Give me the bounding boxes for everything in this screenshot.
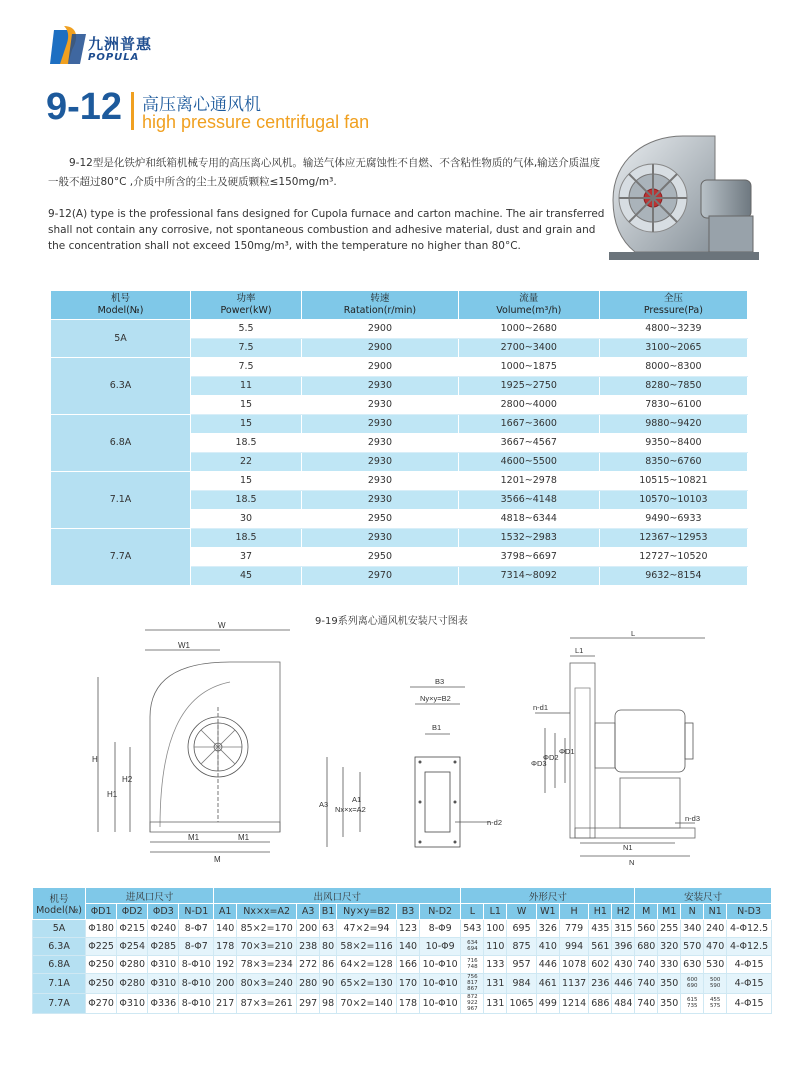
spec-cell: 18.5: [191, 433, 302, 452]
spec-cell: 12367~12953: [599, 528, 747, 547]
dim-row: [33, 994, 772, 1014]
dim-cell: 170: [397, 974, 420, 994]
dim-cell: 740: [635, 994, 658, 1014]
dim-cell: Φ310: [117, 994, 148, 1014]
spec-cell: 2930: [302, 414, 459, 433]
brand-name-en: POPULA: [88, 52, 140, 63]
spec-cell: 4600~5500: [458, 452, 599, 471]
dim-cell: 680: [635, 938, 658, 956]
dim-label-nd3: n-d3: [685, 814, 701, 823]
dim-stacked-values: 716 748: [467, 958, 478, 970]
dim-cell: Φ254: [117, 938, 148, 956]
dim-cell: [681, 994, 704, 1014]
dim-cell: 740: [635, 956, 658, 974]
dim-stacked-values: 600 690: [686, 977, 698, 989]
dim-cell: 297: [297, 994, 320, 1014]
dim-cell: 1214: [559, 994, 589, 1014]
dim-cell: Φ250: [86, 974, 117, 994]
col-power: 功率 Power(kW): [191, 291, 302, 319]
dim-cell: 4-Φ12.5: [727, 938, 772, 956]
dim-row: [33, 956, 772, 974]
dim-cell: 410: [536, 938, 559, 956]
dim-label-a3: A3: [319, 800, 329, 809]
dim-cell: Φ240: [148, 920, 179, 938]
dim-label-h2: H2: [122, 775, 133, 784]
dim-stacked-values: 634 694: [467, 940, 478, 952]
dim-cell: [704, 994, 727, 1014]
side-view-drawing: [525, 628, 715, 868]
dim-cell: 85×2=170: [237, 920, 297, 938]
dim-label-w1: W1: [178, 641, 190, 650]
dim-cell: 984: [507, 974, 537, 994]
spec-model-cell: 7.1A: [51, 471, 191, 528]
dim-col-header: N1: [704, 904, 727, 920]
dim-label-l: L: [631, 629, 636, 638]
spec-row: [51, 471, 748, 490]
dim-cell: 994: [559, 938, 589, 956]
dim-cell: 779: [559, 920, 589, 938]
dim-cell: 63: [320, 920, 337, 938]
dim-cell: Φ285: [148, 938, 179, 956]
dim-col-header: N-D3: [727, 904, 772, 920]
dim-label-n1: N1: [623, 843, 633, 852]
spec-cell: 8350~6760: [599, 452, 747, 471]
dim-cell: 240: [704, 920, 727, 938]
spec-cell: 1201~2978: [458, 471, 599, 490]
spec-cell: 18.5: [191, 528, 302, 547]
dim-row: [33, 920, 772, 938]
dim-stacked-values: 500 590: [709, 977, 721, 989]
spec-cell: 9880~9420: [599, 414, 747, 433]
spec-cell: 15: [191, 414, 302, 433]
dim-cell: 90: [320, 974, 337, 994]
dim-cell: 499: [536, 994, 559, 1014]
spec-cell: 2930: [302, 395, 459, 414]
brand-name-cn: 九洲普惠: [88, 35, 153, 53]
dim-stacked-values: 615 735: [686, 997, 698, 1009]
dim-stacked-values: 455 575: [709, 997, 721, 1009]
dim-group-outlet: 出风口尺寸: [214, 888, 461, 904]
drawing-title: 9-19系列离心通风机安装尺寸图表: [315, 616, 468, 627]
dim-cell: 957: [507, 956, 537, 974]
dim-label-d2: ΦD2: [543, 753, 559, 762]
dim-label-n: N: [629, 858, 635, 867]
dim-cell: 192: [214, 956, 237, 974]
title-en: high pressure centrifugal fan: [142, 112, 370, 132]
spec-cell: 10570~10103: [599, 490, 747, 509]
dim-cell: 280: [297, 974, 320, 994]
spec-model-cell: 7.7A: [51, 528, 191, 585]
spec-cell: 3100~2065: [599, 338, 747, 357]
dim-cell: Φ310: [148, 974, 179, 994]
dim-cell: 217: [214, 994, 237, 1014]
dim-cell: 166: [397, 956, 420, 974]
description-en: 9-12(A) type is the professional fans designed for Cupola furnace and carton machine. The air transferred shall not contain any corrosive, not spontaneous combustion and adhesive material, dust and grain and the concentration shall not exceed 150mg/m³, with the temperature no higher than 80°C.: [48, 208, 605, 252]
fan-product-image: [605, 130, 765, 270]
dim-col-header: L1: [484, 904, 507, 920]
dim-cell: [461, 994, 484, 1014]
outlet-flange-drawing: [315, 672, 520, 857]
model-number: 9-12: [46, 86, 123, 128]
dim-label-h: H: [92, 755, 98, 764]
dim-col-header: H2: [612, 904, 635, 920]
dim-cell: 70×2=140: [337, 994, 397, 1014]
dim-cell: 350: [658, 974, 681, 994]
dim-label-h1: H1: [107, 790, 118, 799]
spec-model-cell: 5A: [51, 319, 191, 357]
spec-model-cell: 6.8A: [51, 414, 191, 471]
dim-cell: 58×2=116: [337, 938, 397, 956]
dim-col-header: M1: [658, 904, 681, 920]
dim-model-cell: 5A: [33, 920, 86, 938]
spec-cell: 1667~3600: [458, 414, 599, 433]
dim-col-header: N: [681, 904, 704, 920]
dim-cell: 446: [536, 956, 559, 974]
dim-cell: 435: [589, 920, 612, 938]
spec-cell: 1000~1875: [458, 357, 599, 376]
dim-cell: 8-Φ7: [179, 938, 214, 956]
dim-label-b1: B1: [432, 723, 442, 732]
dim-cell: 560: [635, 920, 658, 938]
spec-cell: 3566~4148: [458, 490, 599, 509]
dim-cell: 396: [612, 938, 635, 956]
spec-cell: 9350~8400: [599, 433, 747, 452]
col-speed: 转速 Ratation(r/min): [302, 291, 459, 319]
dim-cell: 320: [658, 938, 681, 956]
spec-row: [51, 528, 748, 547]
spec-cell: 2930: [302, 376, 459, 395]
dim-cell: Φ225: [86, 938, 117, 956]
dim-cell: 315: [612, 920, 635, 938]
dim-cell: 178: [214, 938, 237, 956]
dim-group-install: 安装尺寸: [635, 888, 772, 904]
dim-label-nd2: n-d2: [487, 818, 503, 827]
spec-cell: 2800~4000: [458, 395, 599, 414]
spec-cell: 2900: [302, 357, 459, 376]
dim-cell: 80×3=240: [237, 974, 297, 994]
dim-cell: 570: [681, 938, 704, 956]
dim-cell: 200: [297, 920, 320, 938]
dim-cell: Φ336: [148, 994, 179, 1014]
performance-spec-table: [50, 291, 748, 586]
spec-cell: 1000~2680: [458, 319, 599, 338]
dim-cell: 140: [397, 938, 420, 956]
dim-model-cell: 7.1A: [33, 974, 86, 994]
dim-label-d1: ΦD1: [559, 747, 575, 756]
dim-cell: 740: [635, 974, 658, 994]
spec-cell: 2930: [302, 433, 459, 452]
dim-cell: 140: [214, 920, 237, 938]
dim-cell: 4-Φ12.5: [727, 920, 772, 938]
spec-cell: 30: [191, 509, 302, 528]
col-volume: 流量 Volume(m³/h): [458, 291, 599, 319]
dim-cell: 110: [484, 938, 507, 956]
spec-cell: 9490~6933: [599, 509, 747, 528]
dim-cell: 131: [484, 974, 507, 994]
dim-cell: Φ180: [86, 920, 117, 938]
dim-label-m1-a: M1: [188, 833, 200, 842]
dim-cell: 10-Φ10: [419, 994, 460, 1014]
dim-cell: 78×3=234: [237, 956, 297, 974]
spec-cell: 8280~7850: [599, 376, 747, 395]
dim-col-header: ΦD1: [86, 904, 117, 920]
spec-cell: 9632~8154: [599, 566, 747, 585]
dim-col-header: W: [507, 904, 537, 920]
dim-cell: 8-Φ10: [179, 974, 214, 994]
dim-group-outer: 外形尺寸: [461, 888, 635, 904]
dim-cell: 1065: [507, 994, 537, 1014]
spec-cell: 7830~6100: [599, 395, 747, 414]
dim-label-l1: L1: [575, 646, 584, 655]
front-view-drawing: [90, 622, 305, 867]
spec-cell: 2930: [302, 490, 459, 509]
dim-cell: 238: [297, 938, 320, 956]
spec-cell: 2700~3400: [458, 338, 599, 357]
spec-cell: 12727~10520: [599, 547, 747, 566]
dim-cell: 87×3=261: [237, 994, 297, 1014]
dim-label-d3: ΦD3: [531, 759, 547, 768]
dim-cell: 98: [320, 994, 337, 1014]
dim-cell: 123: [397, 920, 420, 938]
dim-cell: 602: [589, 956, 612, 974]
dim-cell: 8-Φ9: [419, 920, 460, 938]
dim-col-header: M: [635, 904, 658, 920]
spec-cell: 2900: [302, 338, 459, 357]
dim-cell: 70×3=210: [237, 938, 297, 956]
spec-cell: 7314~8092: [458, 566, 599, 585]
dim-cell: 133: [484, 956, 507, 974]
dim-cell: 446: [612, 974, 635, 994]
dim-cell: 8-Φ10: [179, 956, 214, 974]
dim-cell: 875: [507, 938, 537, 956]
dim-col-header: ΦD3: [148, 904, 179, 920]
spec-cell: 2900: [302, 319, 459, 338]
spec-row: [51, 414, 748, 433]
title-cn: 高压离心通风机: [142, 95, 261, 115]
dim-cell: 80: [320, 938, 337, 956]
dim-row: [33, 974, 772, 994]
dim-cell: Φ310: [148, 956, 179, 974]
dim-col-header: B3: [397, 904, 420, 920]
dim-col-header: W1: [536, 904, 559, 920]
col-pressure: 全压 Pressure(Pa): [599, 291, 747, 319]
dim-cell: 10-Φ10: [419, 956, 460, 974]
dim-cell: [704, 974, 727, 994]
dim-cell: Φ270: [86, 994, 117, 1014]
dim-cell: 131: [484, 994, 507, 1014]
dim-cell: 10-Φ10: [419, 974, 460, 994]
dim-col-header: B1: [320, 904, 337, 920]
dim-cell: 64×2=128: [337, 956, 397, 974]
dim-cell: 686: [589, 994, 612, 1014]
dim-cell: [461, 974, 484, 994]
dim-col-header: Ny×y=B2: [337, 904, 397, 920]
spec-cell: 8000~8300: [599, 357, 747, 376]
dim-cell: 543: [461, 920, 484, 938]
spec-cell: 10515~10821: [599, 471, 747, 490]
spec-cell: 2930: [302, 452, 459, 471]
dim-cell: [461, 938, 484, 956]
dim-cell: 1078: [559, 956, 589, 974]
spec-cell: 7.5: [191, 338, 302, 357]
dim-cell: 430: [612, 956, 635, 974]
dim-label-nd1: n-d1: [533, 703, 549, 712]
dim-cell: 86: [320, 956, 337, 974]
dim-cell: 461: [536, 974, 559, 994]
title-divider: [131, 92, 134, 130]
dim-cell: 236: [589, 974, 612, 994]
spec-cell: 1925~2750: [458, 376, 599, 395]
spec-cell: 37: [191, 547, 302, 566]
spec-cell: 18.5: [191, 490, 302, 509]
dim-col-header: H: [559, 904, 589, 920]
dim-label-m1-b: M1: [238, 833, 250, 842]
dim-stacked-values: 872 922 967: [467, 994, 478, 1012]
dim-col-header: A3: [297, 904, 320, 920]
dim-col-header: L: [461, 904, 484, 920]
col-model: 机号 Model(№): [51, 291, 191, 319]
dim-cell: 47×2=94: [337, 920, 397, 938]
dim-cell: 100: [484, 920, 507, 938]
dim-model-cell: 6.3A: [33, 938, 86, 956]
spec-cell: 22: [191, 452, 302, 471]
dim-cell: 200: [214, 974, 237, 994]
dim-cell: Φ250: [86, 956, 117, 974]
dim-cell: 4-Φ15: [727, 974, 772, 994]
dim-col-header: Nx×x=A2: [237, 904, 297, 920]
dim-cell: 255: [658, 920, 681, 938]
spec-cell: 2930: [302, 528, 459, 547]
dim-col-model: 机号 Model(№): [33, 888, 86, 920]
spec-row: [51, 319, 748, 338]
dim-cell: 4-Φ15: [727, 994, 772, 1014]
spec-cell: 2950: [302, 547, 459, 566]
dim-row: [33, 938, 772, 956]
dim-cell: 65×2=130: [337, 974, 397, 994]
spec-cell: 2970: [302, 566, 459, 585]
dim-label-b3: B3: [435, 677, 445, 686]
dim-col-header: N-D1: [179, 904, 214, 920]
dim-cell: Φ280: [117, 974, 148, 994]
dim-cell: 340: [681, 920, 704, 938]
dim-stacked-values: 756 817 867: [467, 974, 478, 992]
dim-model-cell: 6.8A: [33, 956, 86, 974]
dim-cell: [681, 974, 704, 994]
dim-label-a1: A1: [352, 795, 362, 804]
dim-cell: 470: [704, 938, 727, 956]
dim-col-header: ΦD2: [117, 904, 148, 920]
dim-cell: 8-Φ10: [179, 994, 214, 1014]
dim-cell: 630: [681, 956, 704, 974]
spec-cell: 1532~2983: [458, 528, 599, 547]
spec-cell: 4800~3239: [599, 319, 747, 338]
dim-cell: Φ215: [117, 920, 148, 938]
spec-model-cell: 6.3A: [51, 357, 191, 414]
dim-label-m: M: [214, 855, 221, 864]
dim-col-header: N-D2: [419, 904, 460, 920]
spec-cell: 3667~4567: [458, 433, 599, 452]
spec-cell: 4818~6344: [458, 509, 599, 528]
dim-cell: 10-Φ9: [419, 938, 460, 956]
dim-cell: [461, 956, 484, 974]
dim-col-header: A1: [214, 904, 237, 920]
dim-group-inlet: 进风口尺寸: [86, 888, 214, 904]
spec-cell: 2950: [302, 509, 459, 528]
spec-cell: 15: [191, 395, 302, 414]
dim-label-w: W: [218, 622, 226, 630]
dim-cell: 8-Φ7: [179, 920, 214, 938]
dim-label-ny-b2: Ny×y=B2: [420, 694, 451, 703]
spec-cell: 2930: [302, 471, 459, 490]
spec-cell: 5.5: [191, 319, 302, 338]
spec-cell: 11: [191, 376, 302, 395]
dim-model-cell: 7.7A: [33, 994, 86, 1014]
dim-cell: 272: [297, 956, 320, 974]
dim-cell: 350: [658, 994, 681, 1014]
dim-cell: 530: [704, 956, 727, 974]
dim-cell: 484: [612, 994, 635, 1014]
installation-dimension-table: [32, 887, 772, 1014]
spec-cell: 45: [191, 566, 302, 585]
dim-label-nx-a2: Nx×x=A2: [335, 805, 366, 814]
spec-cell: 15: [191, 471, 302, 490]
spec-cell: 7.5: [191, 357, 302, 376]
dim-cell: 1137: [559, 974, 589, 994]
spec-row: [51, 357, 748, 376]
dim-cell: Φ280: [117, 956, 148, 974]
description-cn: 9-12型是化铁炉和纸箱机械专用的高压离心风机。输送气体应无腐蚀性不自燃、不含粘性物质的气体,输送介质温度一般不超过80°C ,介质中所含的尘土及硬质颗粒≤150mg/m³.: [48, 157, 601, 188]
dim-col-header: H1: [589, 904, 612, 920]
dim-cell: 330: [658, 956, 681, 974]
spec-cell: 3798~6697: [458, 547, 599, 566]
dim-cell: 561: [589, 938, 612, 956]
dim-cell: 695: [507, 920, 537, 938]
dim-cell: 326: [536, 920, 559, 938]
dim-cell: 4-Φ15: [727, 956, 772, 974]
dim-cell: 178: [397, 994, 420, 1014]
